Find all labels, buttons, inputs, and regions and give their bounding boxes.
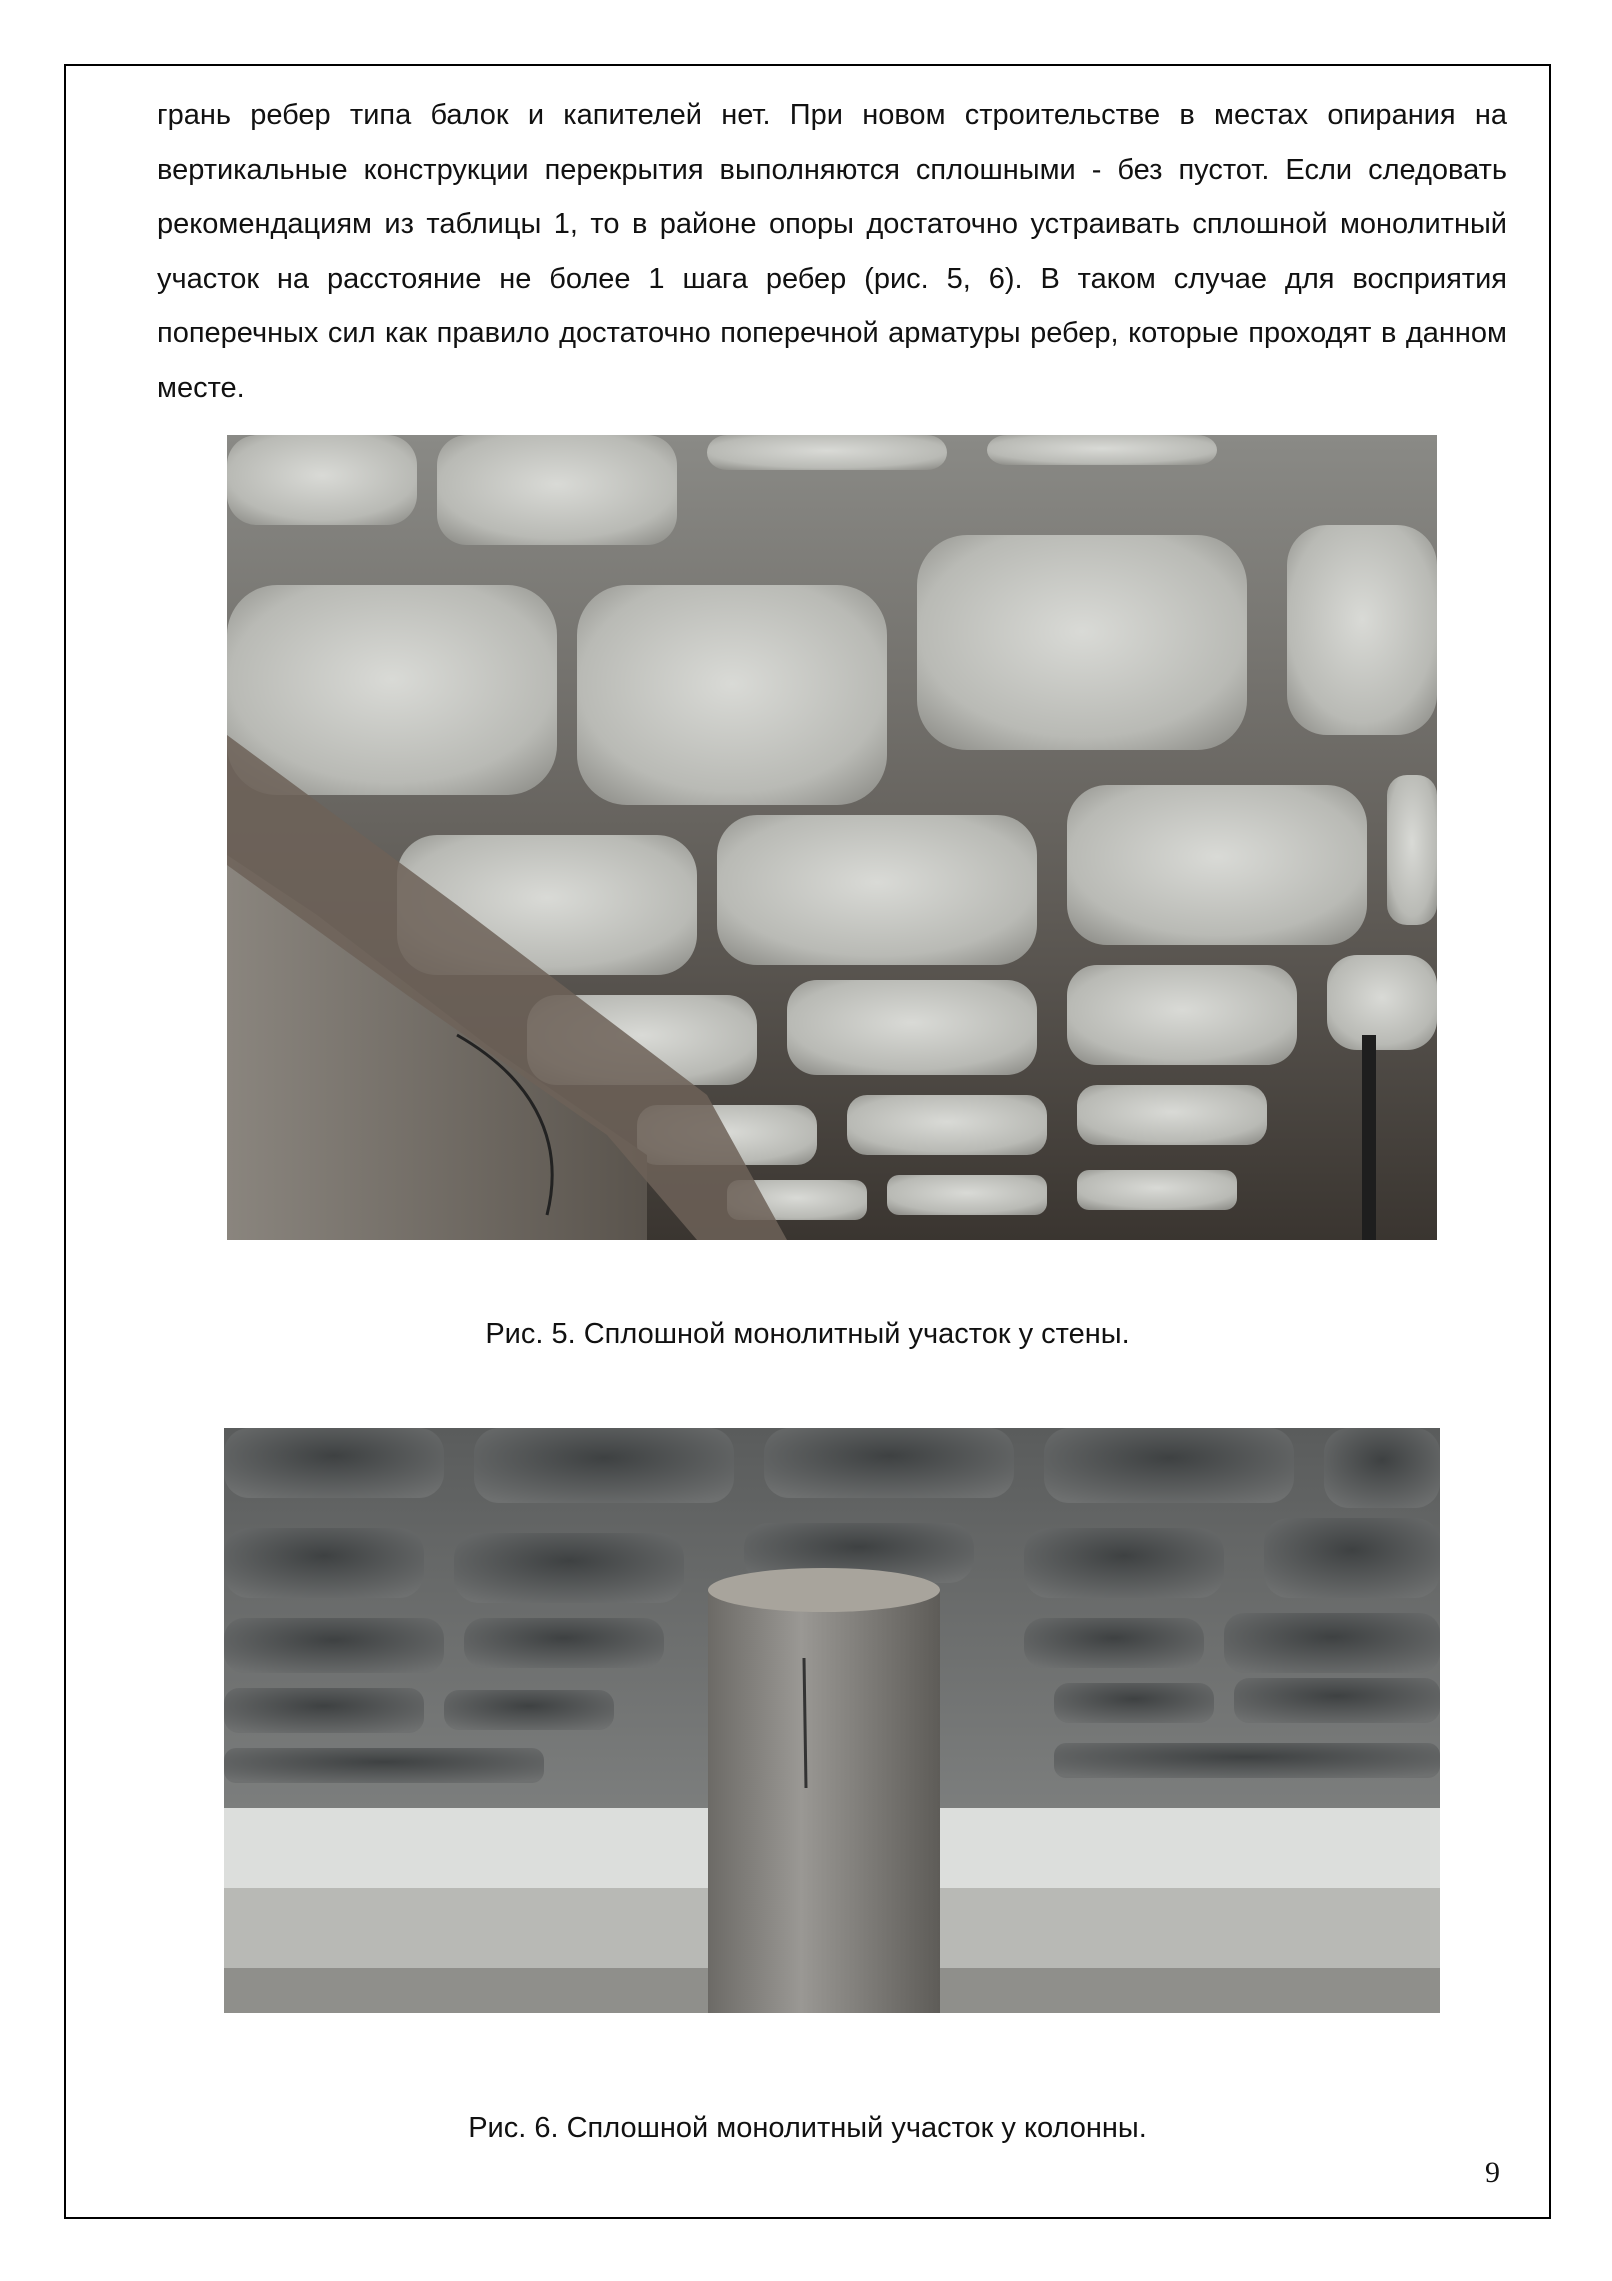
body-paragraph: грань ребер типа балок и капителей нет. При новом строительстве в местах опирания на вертикальные конструкции перекрытия выполняются сплошными - без пустот. Если следовать рекомендациям из таблицы 1, то в районе опоры достаточно устраивать сплошной монолитный участок на расстояние не более 1 шага ребер (рис. 5, 6). В таком случае для восприятия поперечных сил как правило достаточно поперечной арматуры ребер, которые проходят в данном месте. bbox=[157, 99, 1507, 404]
figure-6-photo bbox=[224, 1428, 1440, 2013]
page-number: 9 bbox=[1485, 2156, 1500, 2189]
figure-5-photo bbox=[227, 435, 1437, 1240]
figure-6-caption: Рис. 6. Сплошной монолитный участок у колонны. bbox=[468, 2112, 1147, 2144]
figure-5-caption: Рис. 5. Сплошной монолитный участок у стены. bbox=[485, 1318, 1130, 1350]
